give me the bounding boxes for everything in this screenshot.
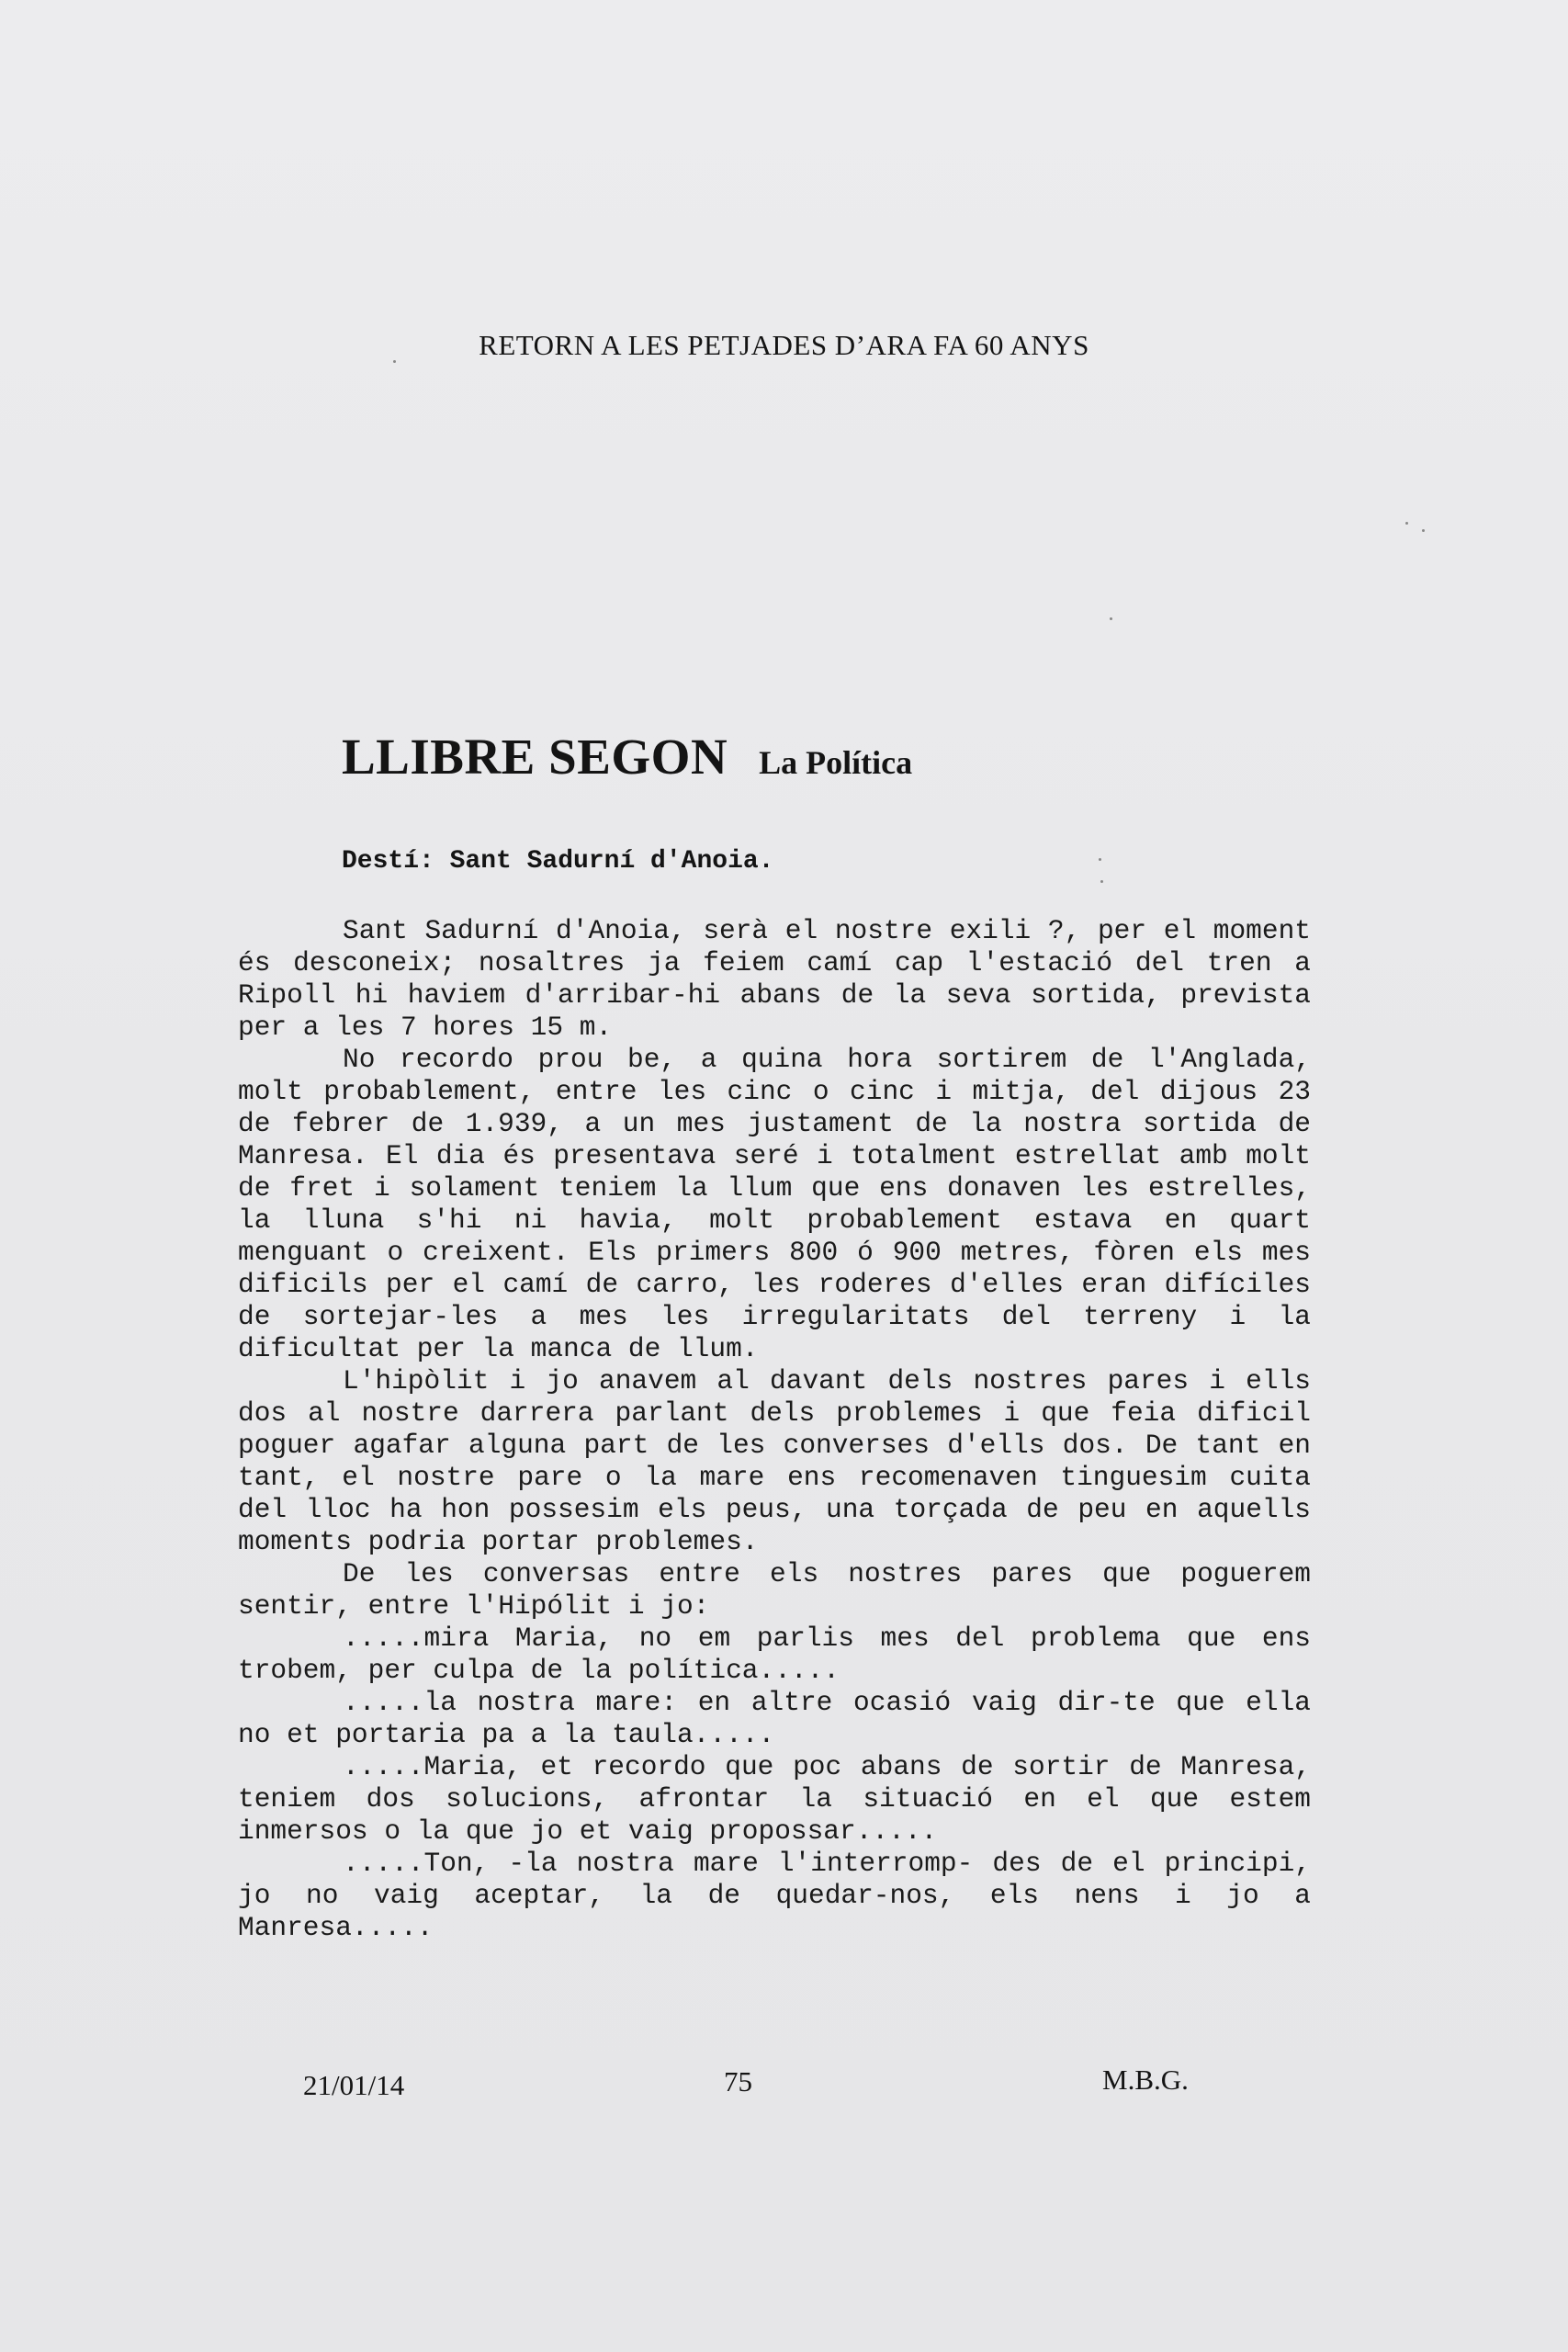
- paper-speck: [1099, 858, 1101, 861]
- running-header: RETORN A LES PETJADES D’ARA FA 60 ANYS: [479, 329, 1089, 361]
- dialogue-paragraph: .....mira Maria, no em parlis mes del problema que ens trobem, per culpa de la política.....: [238, 1623, 1311, 1686]
- dialogue-paragraph: .....Ton, -la nostra mare l'interromp- des de el principi, jo no vaig aceptar, la de quedar-nos, els nens i jo a Manresa.....: [238, 1848, 1311, 1943]
- paragraph: L'hipòlit i jo anavem al davant dels nostres pares i ells dos al nostre darrera parlant dels problemes i que feia dificil poguer agafar alguna part de les converses d'ells dos. De tant en tant, el nostre pare o la mare ens recomenaven tinguesim cuita del lloc ha hon possesim els peus, una torçada de peu en aquells moments podria portar problemes.: [238, 1365, 1311, 1557]
- dialogue-paragraph: .....Maria, et recordo que poc abans de sortir de Manresa, teniem dos solucions, afrontar la situació en el que estem inmersos o la que jo et vaig propossar.....: [238, 1751, 1311, 1847]
- dialogue-paragraph: .....la nostra mare: en altre ocasió vaig dir-te que ella no et portaria pa a la taula.....: [238, 1687, 1311, 1750]
- paper-speck: [1422, 529, 1425, 532]
- page-footer: [0, 2065, 1568, 2102]
- paper-speck: [1100, 880, 1103, 883]
- book-title-subtitle: La Política: [759, 744, 913, 781]
- paper-speck: [1405, 522, 1408, 525]
- section-heading: Destí: Sant Sadurní d'Anoia.: [342, 847, 774, 876]
- body-text: [238, 915, 1311, 1944]
- page-number: 75: [724, 2065, 752, 2098]
- book-title: [342, 728, 912, 786]
- footer-date: 21/01/14: [303, 2069, 405, 2101]
- paper-speck: [393, 360, 396, 363]
- paper-speck: [1110, 617, 1112, 620]
- book-title-main: LLIBRE SEGON: [342, 729, 728, 785]
- paragraph: Sant Sadurní d'Anoia, serà el nostre exili ?, per el moment és desconeix; nosaltres ja feiem camí cap l'estació del tren a Ripoll hi haviem d'arribar-hi abans de la seva sortida, prevista per a les 7 hores 15 m.: [238, 915, 1311, 1043]
- paragraph: No recordo prou be, a quina hora sortirem de l'Anglada, molt probablement, entre les cinc o cinc i mitja, del dijous 23 de febrer de 1.939, a un mes justament de la nostra sortida de Manresa. El dia és presentava seré i totalment estrellat amb molt de fret i solament teniem la llum que ens donaven les estrelles, la lluna s'hi ni havia, molt probablement estava en quart menguant o creixent. Els primers 800 ó 900 metres, fòren els mes dificils per el camí de carro, les roderes d'elles eran difíciles de sortejar-les a mes les irregularitats del terreny i la dificultat per la manca de llum.: [238, 1044, 1311, 1364]
- paragraph: De les conversas entre els nostres pares que poguerem sentir, entre l'Hipólit i jo:: [238, 1558, 1311, 1622]
- footer-author: M.B.G.: [1102, 2064, 1189, 2096]
